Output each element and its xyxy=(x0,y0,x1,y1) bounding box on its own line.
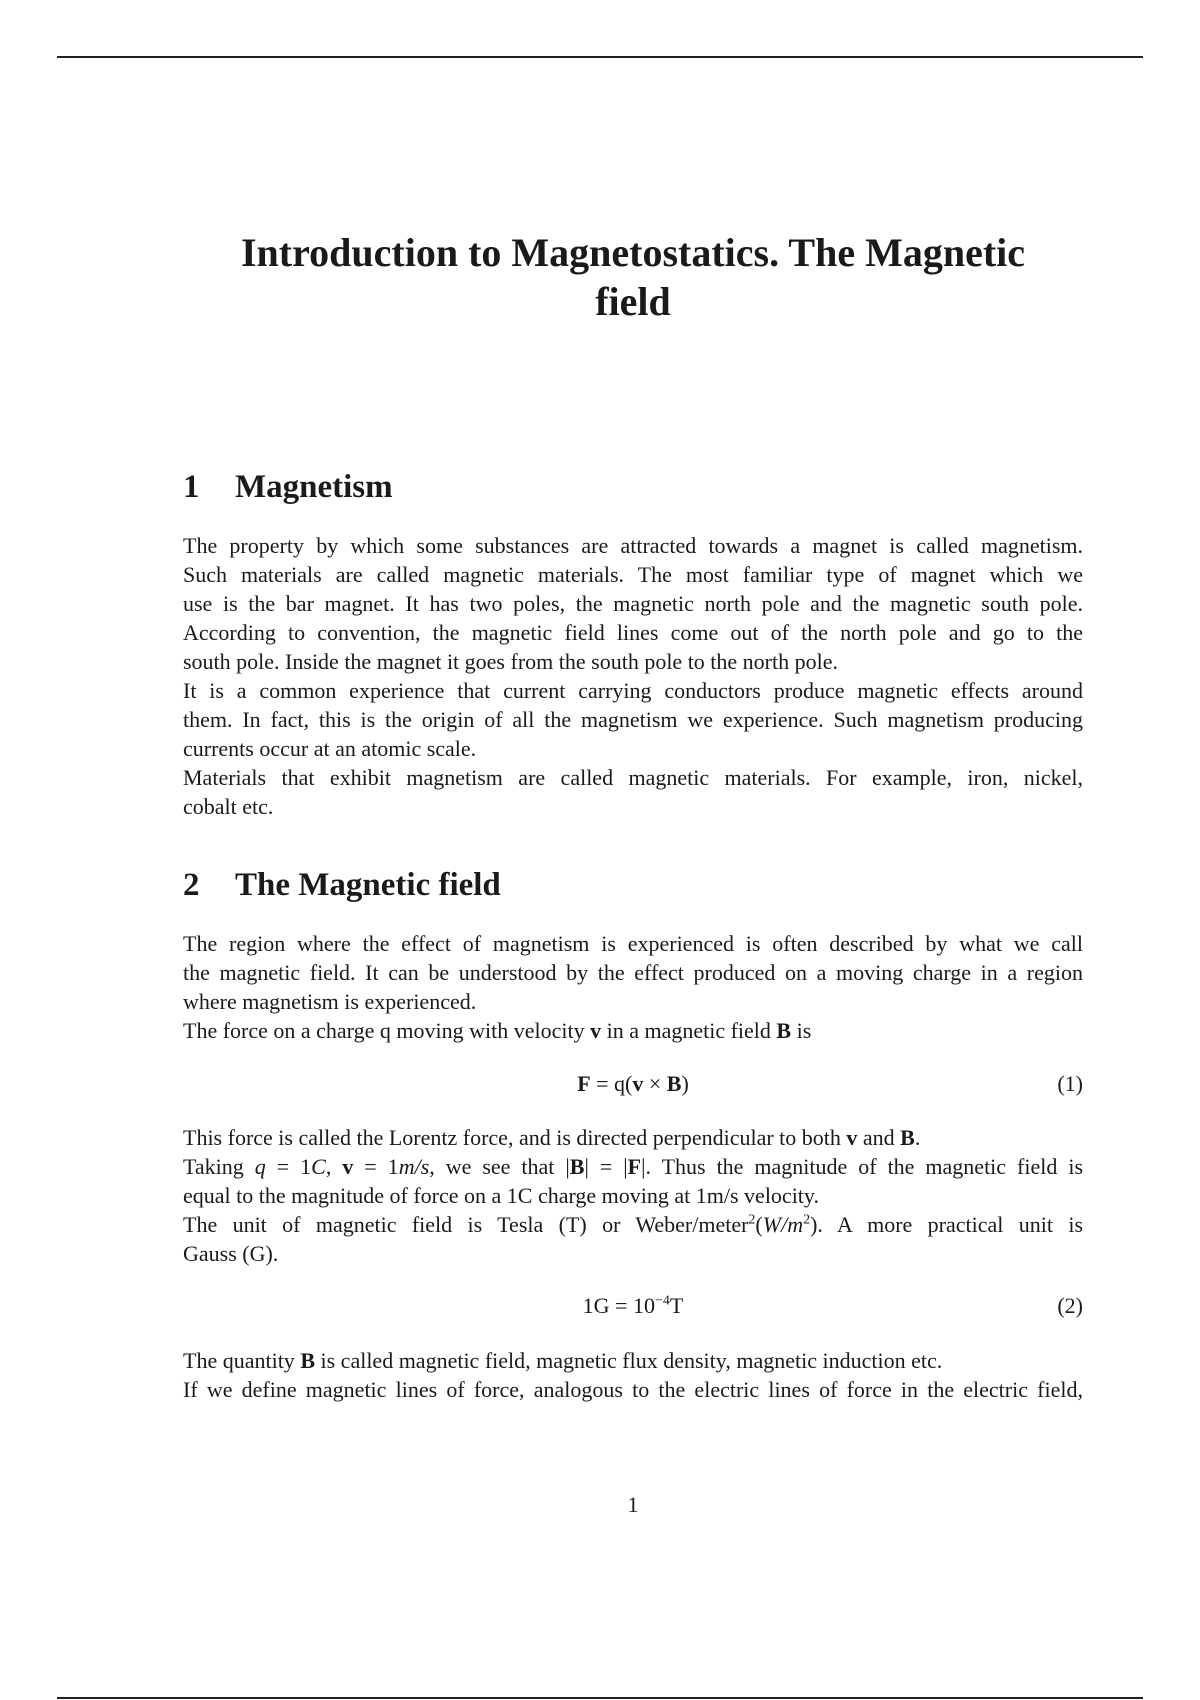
equation-1-expression: F = q(v × B) xyxy=(577,1071,689,1096)
section-heading-magnetic-field xyxy=(183,865,501,905)
unit-sentence: The unit of magnetic field is Tesla (T) or Weber/$meter^2(W/m^2)$. A more practical unit is xyxy=(183,1212,1084,1237)
equation-2-number: (2) xyxy=(1057,1293,1083,1318)
taking-sentence: Taking q = 1C, v = 1m/s, we see that |B| = |F|. Thus the magnitude of the magnetic field is xyxy=(183,1154,1084,1179)
force-sentence: The force on a charge q moving with velocity v in a magnetic field B is xyxy=(183,1018,812,1043)
section-title: The Magnetic field xyxy=(235,867,501,903)
text-line: The property by which some substances are attracted towards a magnet is called magnetism. xyxy=(183,533,1083,558)
section-1-body xyxy=(183,531,1083,821)
text-line: currents occur at an atomic scale. xyxy=(183,736,477,761)
text-line: cobalt etc. xyxy=(183,794,274,819)
text-line: the magnetic field. It can be understood by the effect produced on a moving charge in a region xyxy=(183,960,1083,985)
text-line: equal to the magnitude of force on a 1C charge moving at 1m/s velocity. xyxy=(183,1183,819,1208)
section-2-intro xyxy=(183,929,1083,1045)
text-line: them. In fact, this is the origin of all the magnetism we experience. Such magnetism producing xyxy=(183,707,1083,732)
text-line: The region where the effect of magnetism is experienced is often described by what we call xyxy=(183,931,1083,956)
page-number: 1 xyxy=(627,1492,639,1517)
text-line: If we define magnetic lines of force, analogous to the electric lines of force in the electric field, xyxy=(183,1377,1083,1402)
document-title xyxy=(200,228,1066,326)
section-number: 2 xyxy=(183,867,200,903)
quantity-sentence: The quantity B is called magnetic field, magnetic flux density, magnetic induction etc. xyxy=(183,1348,943,1373)
title-line-1: Introduction to Magnetostatics. The Magnetic xyxy=(240,230,1026,275)
top-rule xyxy=(57,56,1143,58)
text-line: According to convention, the magnetic field lines come out of the north pole and go to the xyxy=(183,620,1083,645)
text-line: Gauss (G). xyxy=(183,1241,279,1266)
section-title: Magnetism xyxy=(235,469,393,505)
equation-1 xyxy=(183,1068,1083,1100)
lorentz-sentence: This force is called the Lorentz force, and is directed perpendicular to both v and B. xyxy=(183,1125,921,1150)
title-line-2: field xyxy=(595,279,671,324)
text-line: It is a common experience that current carrying conductors produce magnetic effects around xyxy=(183,678,1083,703)
bottom-rule xyxy=(57,1697,1143,1699)
equation-2 xyxy=(183,1290,1083,1322)
text-line: Such materials are called magnetic materials. The most familiar type of magnet which we xyxy=(183,562,1083,587)
section-heading-magnetism xyxy=(183,467,393,507)
section-2-quantity xyxy=(183,1346,1083,1404)
text-line: use is the bar magnet. It has two poles, the magnetic north pole and the magnetic south pole. xyxy=(183,591,1083,616)
section-number: 1 xyxy=(183,469,200,505)
text-line: where magnetism is experienced. xyxy=(183,989,477,1014)
text-line: Materials that exhibit magnetism are called magnetic materials. For example, iron, nickel, xyxy=(183,765,1083,790)
equation-2-expression: $1G = 10^{-4}T$ xyxy=(582,1293,684,1318)
equation-1-number: (1) xyxy=(1057,1071,1083,1096)
section-2-lorentz xyxy=(183,1123,1083,1268)
text-line: south pole. Inside the magnet it goes from the south pole to the north pole. xyxy=(183,649,838,674)
